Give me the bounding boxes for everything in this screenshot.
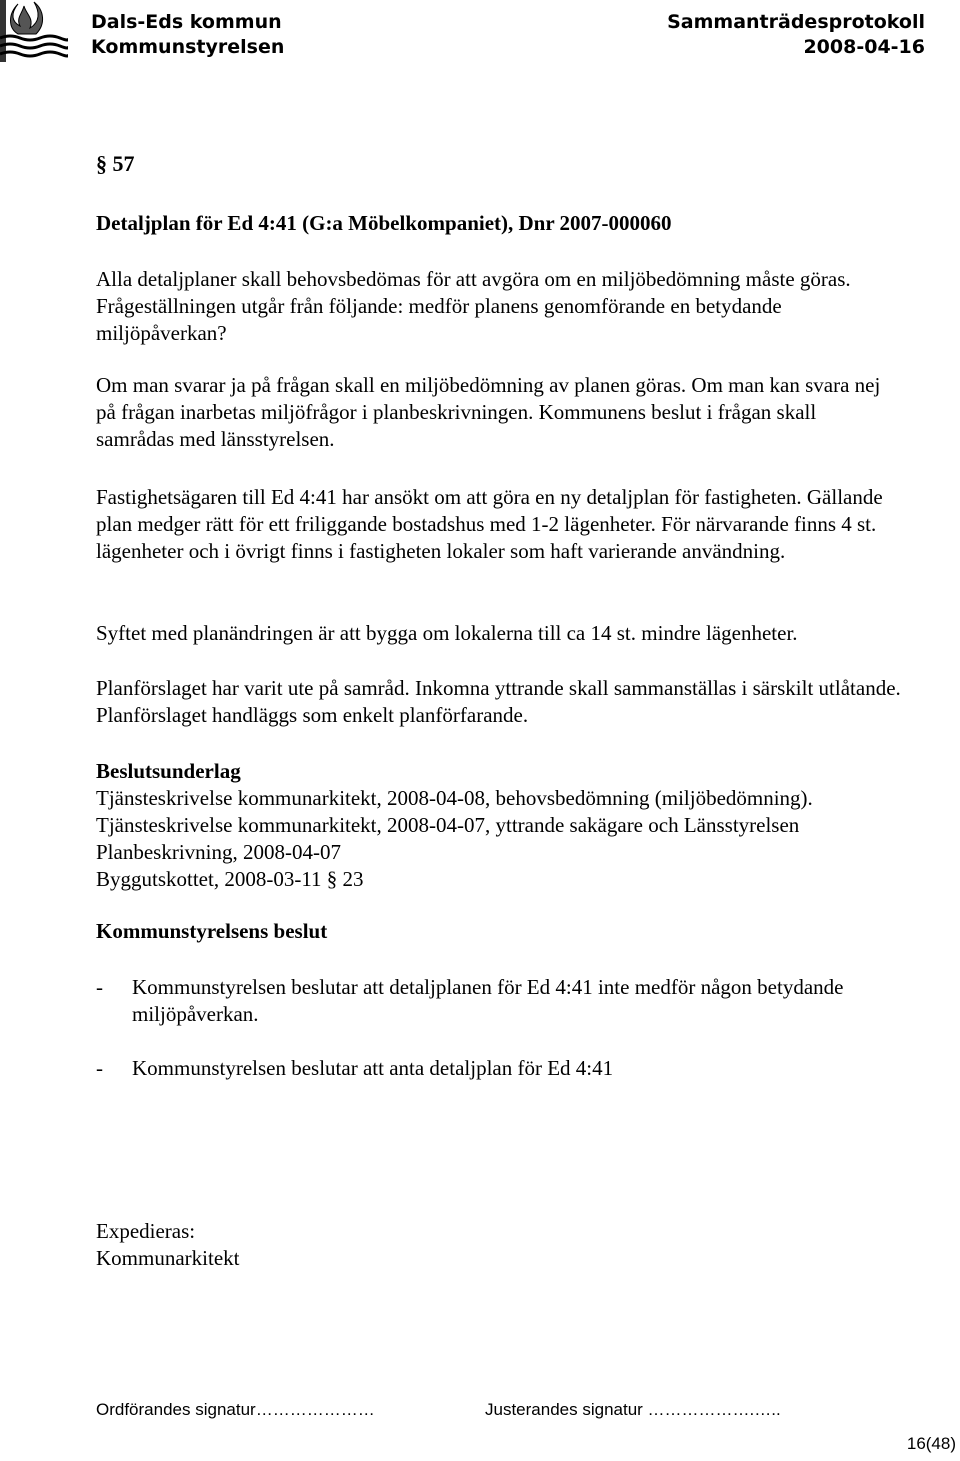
body-paragraph-4: Syftet med planändringen är att bygga om lokalerna till ca 14 st. mindre lägenheter. [96, 621, 798, 645]
paragraph-number: § 57 [96, 151, 135, 176]
list-bullet: - [96, 975, 103, 999]
body-paragraph-2: Om man svarar ja på frågan skall en miljöbedömning av planen göras. Om man kan svara nej på frågan inarbetas miljöfrågor i planbeskrivningen. Kommunens beslut i frågan skall samrådas med länsstyrelsen. [96, 373, 881, 451]
body-paragraph-1: Alla detaljplaner skall behovsbedömas för att avgöra om en miljöbedömning måste göras. Frågeställningen utgår från följande: medför planens genomförande en betydande miljöpåverkan? [96, 267, 851, 345]
adjuster-signature: Justerandes signatur ……………….….. [485, 1400, 781, 1419]
body-paragraph-5: Planförslaget har varit ute på samråd. Inkomna yttrande skall sammanställas i särskilt utlåtande. Planförslaget handläggs som enkelt planförfarande. [96, 676, 901, 727]
chair-signature: Ordförandes signatur………………… [96, 1400, 375, 1419]
municipality-logo [0, 0, 68, 62]
document-title: Detaljplan för Ed 4:41 (G:a Möbelkompaniet), Dnr 2007-000060 [96, 211, 672, 235]
header-doc-type: Sammanträdesprotokoll [667, 11, 925, 33]
beslut-heading: Kommunstyrelsens beslut [96, 919, 328, 943]
header-board: Kommunstyrelsen [91, 36, 285, 58]
beslutsunderlag-item: Tjänsteskrivelse kommunarkitekt, 2008-04-07, yttrande sakägare och Länsstyrelsen [96, 813, 800, 837]
beslut-item: Kommunstyrelsen beslutar att anta detaljplan för Ed 4:41 [132, 1056, 614, 1080]
expedieras-label: Expedieras: [96, 1219, 196, 1243]
header-date: 2008-04-16 [803, 36, 925, 58]
beslutsunderlag-item: Planbeskrivning, 2008-04-07 [96, 840, 341, 864]
beslutsunderlag-item: Byggutskottet, 2008-03-11 § 23 [96, 867, 364, 891]
body-paragraph-3: Fastighetsägaren till Ed 4:41 har ansökt om att göra en ny detaljplan för fastigheten. Gällande plan medger rätt för ett friliggande bostadshus med 1-2 lägenheter. För närvarande finns 4 st. lägenheter och i övrigt finns i fastigheten lokaler som haft varierande användning. [96, 485, 883, 563]
list-bullet: - [96, 1056, 103, 1080]
page-number: 16(48) [906, 1434, 956, 1453]
expedieras-recipient: Kommunarkitekt [96, 1246, 240, 1270]
beslut-item: Kommunstyrelsen beslutar att detaljplanen för Ed 4:41 inte medför någon betydande miljöpåverkan. [132, 975, 844, 1026]
beslutsunderlag-heading: Beslutsunderlag [96, 759, 241, 783]
beslutsunderlag-item: Tjänsteskrivelse kommunarkitekt, 2008-04-08, behovsbedömning (miljöbedömning). [96, 786, 813, 810]
header-municipality: Dals-Eds kommun [91, 11, 282, 33]
